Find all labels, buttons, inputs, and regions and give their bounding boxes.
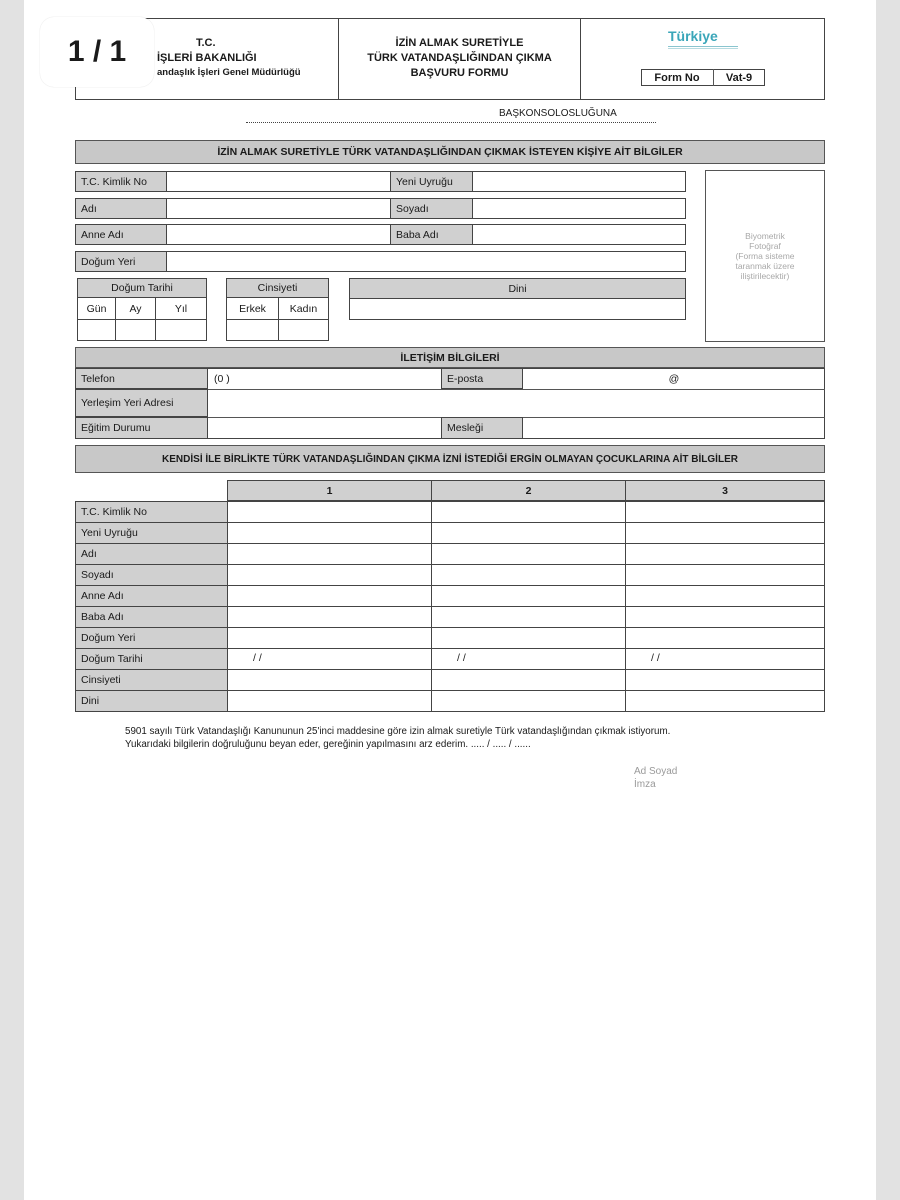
soyadi-label: Soyadı	[396, 202, 429, 215]
child-3-field[interactable]	[625, 606, 825, 628]
declaration-line-1: 5901 sayılı Türk Vatandaşlığı Kanununun 25'inci maddesine göre izin almak suretiyle Türk vatandaşlığından çıkmak istiyorum.	[125, 726, 671, 737]
anne-adi-field[interactable]	[166, 224, 391, 245]
child-3-field[interactable]	[625, 627, 825, 649]
form-title-line2: TÜRK VATANDAŞLIĞINDAN ÇIKMA	[367, 52, 552, 64]
children-row-label: Doğum Tarihi	[81, 652, 143, 665]
child-2-field[interactable]	[431, 585, 626, 607]
dogum-yeri-field[interactable]	[166, 251, 686, 272]
ministry-line3: andaşlık İşleri Genel Müdürlüğü	[157, 67, 301, 78]
form-no-value: Vat-9	[725, 71, 753, 84]
kadin-label: Kadın	[289, 302, 318, 315]
child-2-field[interactable]	[431, 690, 626, 712]
section2-title: İLETİŞİM BİLGİLERİ	[75, 347, 825, 368]
erkek-checkbox[interactable]	[226, 319, 279, 341]
children-col-2-label: 2	[525, 484, 532, 497]
gun-label: Gün	[86, 302, 107, 315]
children-row-label: Soyadı	[81, 568, 114, 581]
dini-field[interactable]	[349, 298, 686, 320]
eposta-field[interactable]: @	[668, 372, 680, 385]
turkiye-logo	[668, 28, 738, 49]
form-title-line3: BAŞVURU FORMU	[410, 67, 509, 79]
children-row-label: Cinsiyeti	[81, 673, 121, 686]
children-row-label: Anne Adı	[81, 589, 124, 602]
dogum-tarihi-label: Doğum Tarihi	[111, 282, 173, 294]
consulate-dotted-line[interactable]	[246, 122, 656, 126]
child-2-date-placeholder: / /	[457, 652, 466, 664]
children-col-1-label: 1	[326, 484, 333, 497]
yil-field[interactable]	[155, 319, 207, 341]
eposta-label: E-posta	[447, 372, 484, 385]
signature-name-label: Ad Soyad	[634, 766, 678, 777]
children-row-label: Yeni Uyruğu	[81, 526, 138, 539]
children-row-label: T.C. Kimlik No	[81, 505, 147, 518]
child-1-date-placeholder: / /	[253, 652, 262, 664]
soyadi-field[interactable]	[472, 198, 686, 219]
ay-label: Ay	[129, 302, 142, 315]
yeni-uyrugu-field[interactable]	[472, 171, 686, 192]
child-1-field[interactable]	[227, 690, 432, 712]
child-1-field[interactable]	[227, 669, 432, 691]
consulate-label: BAŞKONSOLOSLUĞUNA	[499, 108, 617, 119]
children-row-label: Doğum Yeri	[81, 631, 136, 644]
adres-field[interactable]	[208, 389, 825, 417]
child-3-date-placeholder: / /	[651, 652, 660, 664]
child-1-field[interactable]	[227, 564, 432, 586]
child-2-field[interactable]	[431, 564, 626, 586]
dogum-yeri-label: Doğum Yeri	[81, 255, 136, 268]
child-2-field[interactable]	[431, 522, 626, 544]
child-3-field[interactable]	[625, 690, 825, 712]
section1-title: İZİN ALMAK SURETİYLE TÜRK VATANDAŞLIĞINDAN ÇIKMAK İSTEYEN KİŞİYE AİT BİLGİLER	[75, 140, 825, 164]
logo-tagline-decoration	[668, 46, 738, 49]
yil-label: Yıl	[174, 302, 188, 315]
children-row-label: Baba Adı	[81, 610, 124, 623]
child-1-field[interactable]	[227, 543, 432, 565]
page-counter: 1 / 1	[40, 17, 154, 87]
egitim-label: Eğitim Durumu	[81, 422, 151, 434]
photo-line-2: Fotoğraf	[749, 240, 781, 251]
child-1-field[interactable]	[227, 627, 432, 649]
telefon-field[interactable]: (0 )	[214, 372, 230, 385]
child-3-field[interactable]	[625, 669, 825, 691]
child-2-field[interactable]	[431, 543, 626, 565]
child-1-field[interactable]	[227, 585, 432, 607]
erkek-label: Erkek	[239, 302, 266, 315]
children-col-3-label: 3	[722, 484, 728, 497]
adi-field[interactable]	[166, 198, 391, 219]
tc-kimlik-field[interactable]	[166, 171, 391, 192]
child-2-field[interactable]	[431, 669, 626, 691]
adi-label: Adı	[81, 202, 97, 215]
baba-adi-field[interactable]	[472, 224, 686, 245]
photo-line-1: Biyometrik	[745, 230, 785, 241]
form-no-label: Form No	[654, 71, 700, 84]
tc-kimlik-label: T.C. Kimlik No	[81, 175, 147, 188]
cinsiyeti-label: Cinsiyeti	[257, 282, 298, 294]
declaration-line-2: Yukarıdaki bilgilerin doğruluğunu beyan eder, gereğinin yapılmasını arz ederim. ..... / ..... / ......	[125, 739, 531, 750]
turkiye-logo-text: Türkiye	[668, 28, 718, 44]
meslegi-field[interactable]	[523, 417, 825, 439]
child-3-field[interactable]	[625, 522, 825, 544]
baba-adi-label: Baba Adı	[396, 228, 439, 241]
child-3-field[interactable]	[625, 585, 825, 607]
child-2-field[interactable]	[431, 627, 626, 649]
ministry-line1: T.C.	[196, 37, 216, 49]
anne-adi-label: Anne Adı	[81, 228, 124, 241]
child-1-field[interactable]	[227, 522, 432, 544]
form-title-line1: İZİN ALMAK SURETİYLE	[395, 37, 524, 49]
meslegi-label: Mesleği	[447, 422, 484, 434]
child-2-field[interactable]	[431, 501, 626, 523]
child-2-field[interactable]	[431, 606, 626, 628]
biometric-photo-box	[705, 170, 825, 342]
signature-sign-label: İmza	[634, 779, 656, 790]
adres-label: Yerleşim Yeri Adresi	[81, 397, 174, 409]
child-3-field[interactable]	[625, 501, 825, 523]
children-row-label: Adı	[81, 547, 97, 560]
yeni-uyrugu-label: Yeni Uyruğu	[396, 175, 453, 188]
section3-title: KENDİSİ İLE BİRLİKTE TÜRK VATANDAŞLIĞINDAN ÇIKMA İZNİ İSTEDİĞİ ERGİN OLMAYAN ÇOCUKLARINA AİT BİLGİLER	[75, 445, 825, 473]
photo-line-4: taranmak üzere	[735, 261, 795, 272]
egitim-field[interactable]	[208, 417, 441, 439]
photo-line-5: iliştirilecektir)	[740, 271, 790, 282]
photo-line-3: (Forma sisteme	[735, 250, 795, 261]
child-3-field[interactable]	[625, 543, 825, 565]
kadin-checkbox[interactable]	[278, 319, 329, 341]
ay-field[interactable]	[115, 319, 156, 341]
telefon-label: Telefon	[81, 372, 115, 385]
child-3-field[interactable]	[625, 564, 825, 586]
children-row-label: Dini	[81, 694, 100, 707]
child-1-field[interactable]	[227, 606, 432, 628]
child-1-field[interactable]	[227, 501, 432, 523]
ministry-line2: İŞLERİ BAKANLIĞI	[157, 52, 257, 64]
gun-field[interactable]	[77, 319, 116, 341]
dini-label: Dini	[508, 282, 527, 295]
